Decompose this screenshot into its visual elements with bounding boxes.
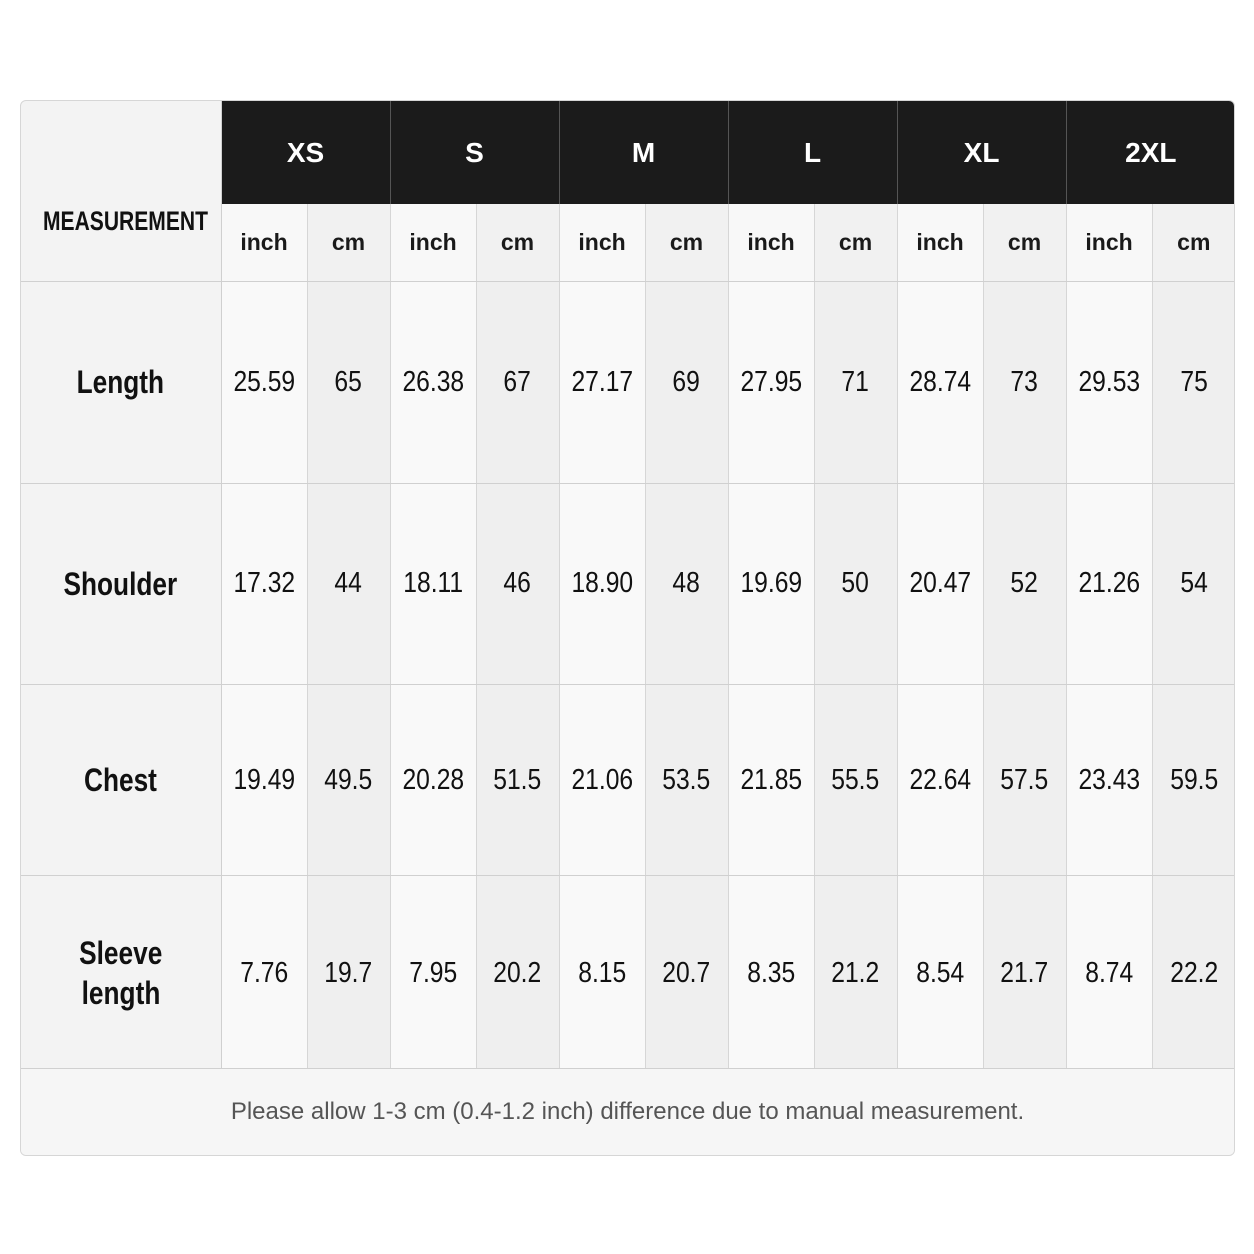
table-cell: [897, 483, 983, 685]
cell-value: 49.5: [324, 763, 373, 796]
measurement-header-label: MEASUREMENT: [43, 205, 208, 236]
table-cell: [983, 282, 1066, 484]
cell-value: 22.2: [1169, 956, 1218, 989]
cell-value: 67: [503, 365, 532, 398]
unit-inch: inch: [1066, 204, 1152, 282]
table-cell: [897, 685, 983, 876]
table-cell: [221, 483, 307, 685]
table-cell: [476, 483, 559, 685]
table-cell: [221, 282, 307, 484]
cell-value: 17.32: [233, 567, 295, 600]
cell-value: 21.7: [1000, 956, 1049, 989]
cell-value: 46: [503, 567, 532, 600]
size-table: [21, 101, 1235, 1071]
row-label-shoulder: [21, 483, 221, 685]
table-cell: [1066, 282, 1152, 484]
row-label-length: [21, 282, 221, 484]
cell-value: 23.43: [1078, 763, 1140, 796]
cell-value: 28.74: [909, 365, 971, 398]
table-cell: [897, 876, 983, 1071]
table-row-length: [21, 282, 1235, 484]
size-header-s: S: [390, 101, 559, 204]
table-cell: [559, 876, 645, 1071]
cell-value: 52: [1010, 567, 1039, 600]
unit-cm: cm: [645, 204, 728, 282]
size-header-l: L: [728, 101, 897, 204]
cell-value: 22.64: [909, 763, 971, 796]
table-cell: [814, 876, 897, 1071]
table-cell: [476, 282, 559, 484]
table-cell: [476, 685, 559, 876]
size-header-xl: XL: [897, 101, 1066, 204]
table-cell: [559, 685, 645, 876]
table-cell: [307, 282, 390, 484]
unit-inch: inch: [728, 204, 814, 282]
row-label-text: Sleeve: [79, 935, 163, 972]
table-row-chest: [21, 685, 1235, 876]
table-cell: [728, 282, 814, 484]
cell-value: 26.38: [402, 365, 464, 398]
cell-value: 19.7: [324, 956, 373, 989]
cell-value: 51.5: [493, 763, 542, 796]
table-cell: [390, 876, 476, 1071]
table-cell: [814, 483, 897, 685]
cell-value: 18.90: [571, 567, 633, 600]
table-cell: [390, 483, 476, 685]
cell-value: 44: [334, 567, 363, 600]
size-header-2xl: 2XL: [1066, 101, 1235, 204]
cell-value: 21.85: [740, 763, 802, 796]
unit-cm: cm: [476, 204, 559, 282]
size-chart: [20, 100, 1235, 1156]
table-cell: [983, 876, 1066, 1071]
row-label-text: Length: [77, 364, 165, 401]
table-cell: [728, 876, 814, 1071]
cell-value: 48: [672, 567, 701, 600]
cell-value: 20.2: [493, 956, 542, 989]
table-cell: [814, 282, 897, 484]
cell-value: 21.06: [571, 763, 633, 796]
table-cell: [559, 483, 645, 685]
cell-value: 27.17: [571, 365, 633, 398]
table-cell: [1152, 876, 1235, 1071]
table-cell: [476, 876, 559, 1071]
unit-inch: inch: [390, 204, 476, 282]
table-cell: [390, 685, 476, 876]
table-cell: [645, 282, 728, 484]
table-cell: [1066, 483, 1152, 685]
table-cell: [983, 483, 1066, 685]
cell-value: 65: [334, 365, 363, 398]
table-cell: [983, 685, 1066, 876]
table-cell: [390, 282, 476, 484]
cell-value: 20.7: [662, 956, 711, 989]
table-cell: [307, 876, 390, 1071]
cell-value: 71: [841, 365, 870, 398]
cell-value: 19.69: [740, 567, 802, 600]
table-cell: [1066, 685, 1152, 876]
cell-value: 69: [672, 365, 701, 398]
cell-value: 7.76: [239, 956, 288, 989]
size-header-row: [21, 101, 1235, 204]
table-cell: [307, 685, 390, 876]
table-cell: [221, 876, 307, 1071]
measurement-disclaimer: Please allow 1-3 cm (0.4-1.2 inch) difference due to manual measurement.: [21, 1068, 1234, 1155]
table-cell: [559, 282, 645, 484]
cell-value: 73: [1010, 365, 1039, 398]
measurement-header: [43, 101, 208, 282]
cell-value: 19.49: [233, 763, 295, 796]
table-cell: [307, 483, 390, 685]
table-cell: [221, 685, 307, 876]
cell-value: 54: [1180, 567, 1208, 600]
cell-value: 53.5: [662, 763, 711, 796]
cell-value: 25.59: [233, 365, 295, 398]
table-cell: [1152, 483, 1235, 685]
cell-value: 8.74: [1085, 956, 1134, 989]
table-cell: [645, 685, 728, 876]
row-label-text: Shoulder: [63, 565, 178, 602]
cell-value: 21.2: [831, 956, 880, 989]
unit-cm: cm: [814, 204, 897, 282]
unit-inch: inch: [559, 204, 645, 282]
row-label-chest: [21, 685, 221, 876]
size-header-xs: XS: [221, 101, 390, 204]
row-label-text: length: [81, 975, 161, 1012]
cell-value: 20.28: [402, 763, 464, 796]
cell-value: 27.95: [740, 365, 802, 398]
table-cell: [645, 876, 728, 1071]
cell-value: 8.54: [916, 956, 965, 989]
cell-value: 50: [841, 567, 870, 600]
table-cell: [1066, 876, 1152, 1071]
table-cell: [814, 685, 897, 876]
table-cell: [897, 282, 983, 484]
row-label-text: Chest: [84, 762, 158, 799]
unit-cm: cm: [983, 204, 1066, 282]
row-label-sleeve-length: [21, 876, 221, 1071]
cell-value: 75: [1180, 365, 1208, 398]
cell-value: 29.53: [1078, 365, 1140, 398]
table-cell: [1152, 685, 1235, 876]
cell-value: 20.47: [909, 567, 971, 600]
table-cell: [645, 483, 728, 685]
cell-value: 8.15: [578, 956, 627, 989]
table-cell: [1152, 282, 1235, 484]
unit-inch: inch: [221, 204, 307, 282]
cell-value: 8.35: [747, 956, 796, 989]
cell-value: 57.5: [1000, 763, 1049, 796]
table-cell: [728, 685, 814, 876]
unit-cm: cm: [1152, 204, 1235, 282]
cell-value: 7.95: [409, 956, 458, 989]
cell-value: 55.5: [831, 763, 880, 796]
cell-value: 21.26: [1078, 567, 1140, 600]
size-header-m: M: [559, 101, 728, 204]
unit-cm: cm: [307, 204, 390, 282]
table-cell: [728, 483, 814, 685]
table-row-shoulder: [21, 483, 1235, 685]
unit-inch: inch: [897, 204, 983, 282]
cell-value: 59.5: [1169, 763, 1218, 796]
cell-value: 18.11: [403, 567, 463, 600]
table-row-sleeve-length: [21, 876, 1235, 1071]
